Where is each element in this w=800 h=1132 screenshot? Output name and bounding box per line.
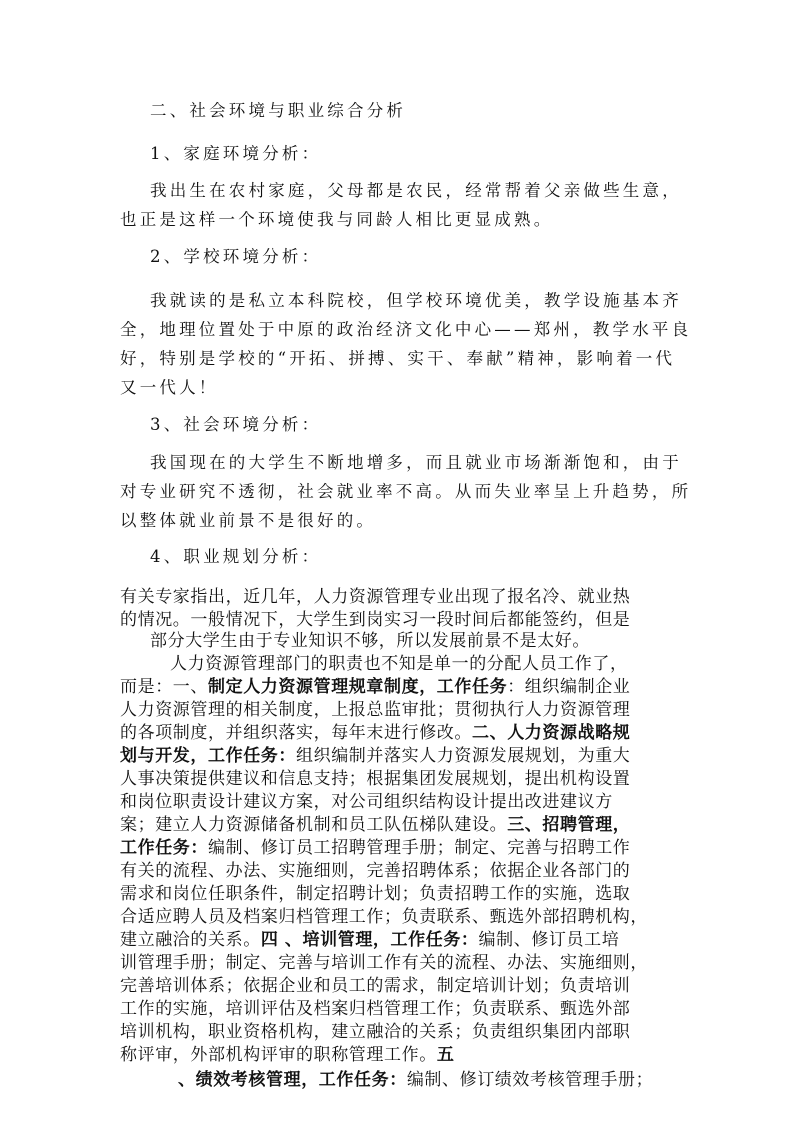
duties-bold-heading-4: 四 、培训管理，工作任务： [260,930,479,950]
family-line-1: 我出生在农村家庭，父母都是农民，经常帮着父亲做些生意， [150,181,682,200]
duties-line-9: 有关的流程、办法、实施细则，完善招聘体系；依据企业各部门的 [120,861,631,881]
duties-bold-heading-3b: 工作任务： [120,838,208,858]
school-heading: 2、学校环境分析： [150,247,322,266]
duties-line-11: 合适应聘人员及档案归档管理工作；负责联系、甄选外部招聘机构， [120,907,648,927]
family-line-2: 也正是这样一个环境使我与同龄人相比更显成熟。 [120,210,554,229]
society-line-1: 我国现在的大学生不断地增多，而且就业市场渐渐饱和，由于 [150,453,682,472]
career-line-3: 部分大学生由于专业知识不够，所以发展前景不是太好。 [150,631,590,651]
duties-text: 编制、修订员工培 [478,930,620,950]
section-title: 二、社会环境与职业综合分析 [150,101,407,120]
duties-line-8 [120,837,630,860]
duties-bold-heading-2b: 划与开发，工作任务： [120,746,296,766]
duties-line-1 [120,676,630,699]
duties-line-10: 需求和岗位任职条件，制定招聘计划；负责招聘工作的实施，选取 [120,884,631,904]
duties-line-18 [178,1069,653,1092]
duties-line-16: 培训机构，职业资格机构，建立融洽的关系；负责组织集团内部职 [120,1022,631,1042]
duties-text: 建立融洽的关系。 [120,930,261,950]
duties-line-4 [120,745,630,768]
duties-text: 编制、修订员工招聘管理手册；制定、完善与招聘工作 [208,838,631,858]
society-line-3: 以整体就业前景不是很好的。 [120,511,377,530]
duties-line-14: 完善培训体系；依据企业和员工的需求，制定培训计划；负责培训 [120,976,631,996]
society-heading: 3、社会环境分析： [150,415,322,434]
career-line-1: 有关专家指出，近几年，人力资源管理专业出现了报名冷、就业热 [120,587,631,607]
duties-line-7 [120,814,630,837]
duties-bold-heading-5b: 、绩效考核管理，工作任务： [178,1070,407,1090]
duties-line-6: 和岗位职责设计建议方案，对公司组织结构设计提出改进建议方 [120,792,613,812]
career-line-2: 的情况。一般情况下，大学生到岗实习一段时间后都能签约，但是 [120,610,631,630]
society-line-2: 对专业研究不透彻，社会就业率不高。从而失业率呈上升趋势，所 [120,482,692,501]
duties-text: 的各项制度，并组织落实，每年末进行修改。 [120,723,472,743]
duties-bold-heading-3: 三、招聘管理， [507,815,631,835]
duties-text: 组织编制并落实人力资源发展规划，为重大 [296,746,631,766]
duties-line-13: 训管理手册；制定、完善与培训工作有关的流程、办法、实施细则， [120,953,648,973]
duties-line-3 [120,722,630,745]
duties-text: 称评审，外部机构评审的职称管理工作。 [120,1045,437,1065]
duties-line-2: 人力资源管理的相关制度，上报总监审批；贯彻执行人力资源管理 [120,700,631,720]
school-line-2: 全，地理位置处于中原的政治经济文化中心——郑州，教学水平良 [120,320,692,339]
family-heading: 1、家庭环境分析： [150,144,322,163]
duties-text: 而是：一、 [120,677,208,697]
career-line-4: 人力资源管理部门的职责也不知是单一的分配人员工作了， [170,654,628,674]
duties-line-5: 人事决策提供建议和信息支持；根据集团发展规划，提出机构设置 [120,769,631,789]
school-line-3: 好，特别是学校的“开拓、拼搏、实干、奉献”精神，影响着一代 [120,349,676,368]
duties-line-17 [120,1044,454,1067]
duties-text: 编制、修订绩效考核管理手册； [406,1070,654,1090]
school-line-1: 我就读的是私立本科院校，但学校环境优美，教学设施基本齐 [150,291,682,310]
career-heading: 4、职业规划分析： [150,547,322,566]
duties-bold-heading-1: 制定人力资源管理规章制度，工作任务 [208,677,508,697]
duties-text: 案；建立人力资源储备机制和员工队伍梯队建设。 [120,815,508,835]
duties-text: ：组织编制企业 [507,677,631,697]
duties-line-15: 工作的实施，培训评估及档案归档管理工作；负责联系、甄选外部 [120,999,631,1019]
duties-line-12 [120,929,619,952]
school-line-4: 又一代人！ [120,378,219,397]
duties-bold-heading-5: 五 [436,1045,455,1065]
duties-bold-heading-2: 二、人力资源战略规 [472,723,631,743]
